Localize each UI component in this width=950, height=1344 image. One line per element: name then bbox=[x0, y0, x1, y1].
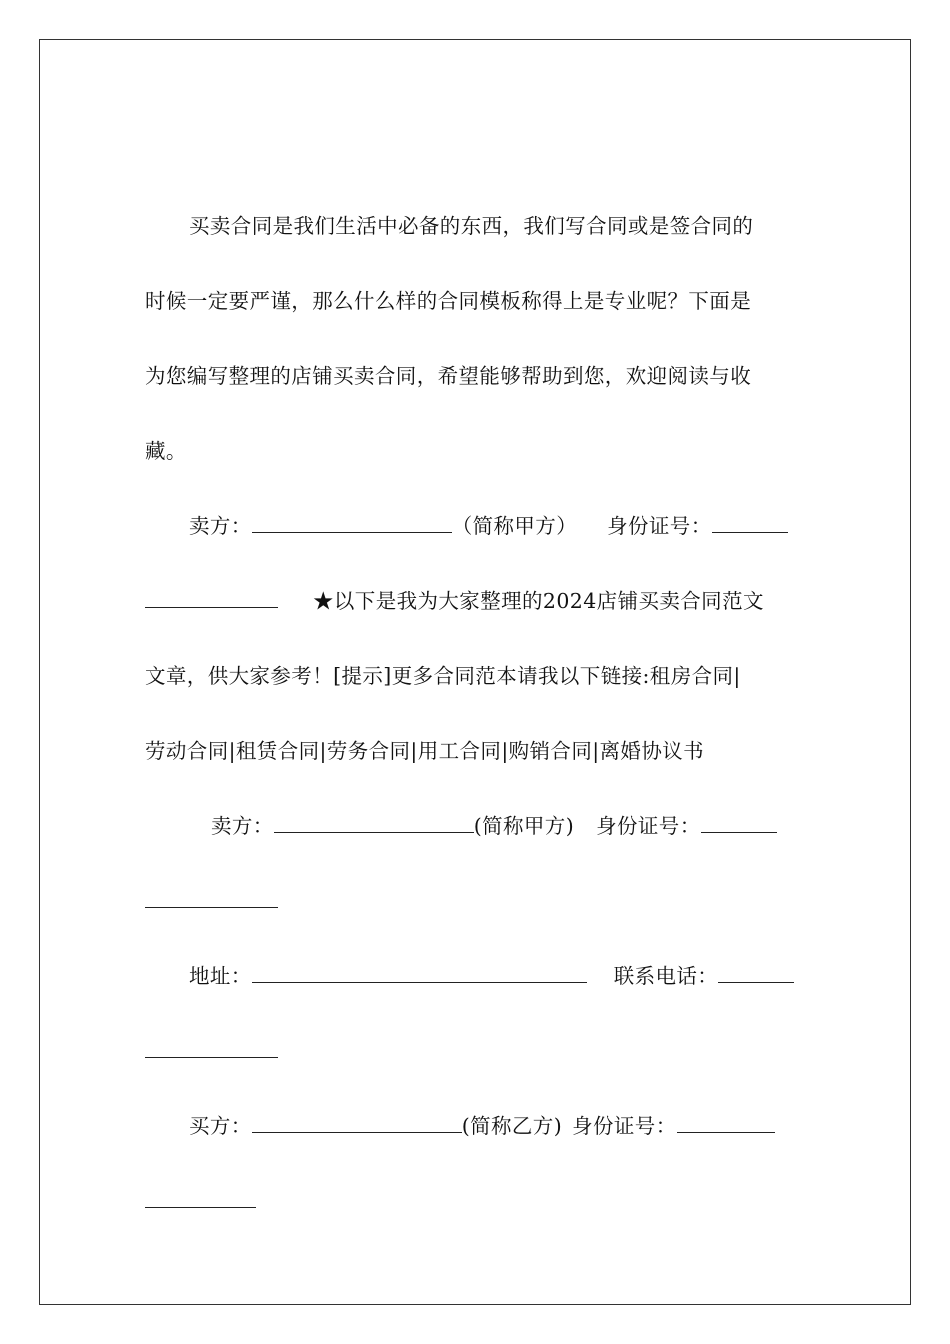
buyer-id-blank-continued[interactable] bbox=[145, 1206, 256, 1208]
address-label: 地址： bbox=[189, 964, 252, 988]
seller-id-blank-2[interactable] bbox=[701, 814, 777, 833]
seller-alias-2: (简称甲方) bbox=[473, 814, 575, 838]
intro-line-3: 为您编写整理的店铺买卖合同，希望能够帮助到您，欢迎阅读与收 bbox=[145, 364, 752, 388]
phone-blank[interactable] bbox=[718, 964, 794, 983]
address-blank[interactable] bbox=[252, 964, 587, 983]
seller-label: 卖方： bbox=[189, 514, 252, 538]
promo-line-2: 文章，供大家参考！[提示]更多合同范本请我以下链接:租房合同| bbox=[145, 664, 741, 688]
intro-line-4: 藏。 bbox=[145, 439, 187, 463]
buyer-name-blank[interactable] bbox=[252, 1114, 462, 1133]
seller-label-2: 卖方： bbox=[211, 814, 274, 838]
seller-name-blank-2[interactable] bbox=[274, 814, 474, 833]
seller-id-label: 身份证号： bbox=[607, 514, 712, 538]
seller-id-blank-continued[interactable] bbox=[145, 606, 278, 608]
buyer-alias: (简称乙方) bbox=[461, 1114, 563, 1138]
buyer-id-label: 身份证号： bbox=[572, 1114, 677, 1138]
seller-id-label-2: 身份证号： bbox=[596, 814, 701, 838]
seller-id-blank[interactable] bbox=[712, 514, 788, 533]
seller-alias: （简称甲方） bbox=[451, 514, 578, 538]
buyer-id-blank[interactable] bbox=[677, 1114, 775, 1133]
seller-line-first bbox=[145, 512, 805, 540]
buyer-line bbox=[145, 1112, 805, 1140]
seller-line-second bbox=[145, 812, 805, 840]
address-line bbox=[145, 962, 805, 990]
promo-line-1: ★以下是我为大家整理的2024店铺买卖合同范文 bbox=[313, 589, 764, 613]
seller-name-blank[interactable] bbox=[252, 514, 452, 533]
phone-blank-continued[interactable] bbox=[145, 1056, 278, 1058]
intro-line-2: 时候一定要严谨，那么什么样的合同模板称得上是专业呢？下面是 bbox=[145, 289, 752, 313]
intro-line-1: 买卖合同是我们生活中必备的东西，我们写合同或是签合同的 bbox=[189, 214, 754, 238]
phone-label: 联系电话： bbox=[613, 964, 719, 988]
seller-id-blank-2-continued[interactable] bbox=[145, 906, 278, 908]
promo-line-3: 劳动合同|租赁合同|劳务合同|用工合同|购销合同|离婚协议书 bbox=[145, 739, 705, 763]
buyer-label: 买方： bbox=[189, 1114, 252, 1138]
